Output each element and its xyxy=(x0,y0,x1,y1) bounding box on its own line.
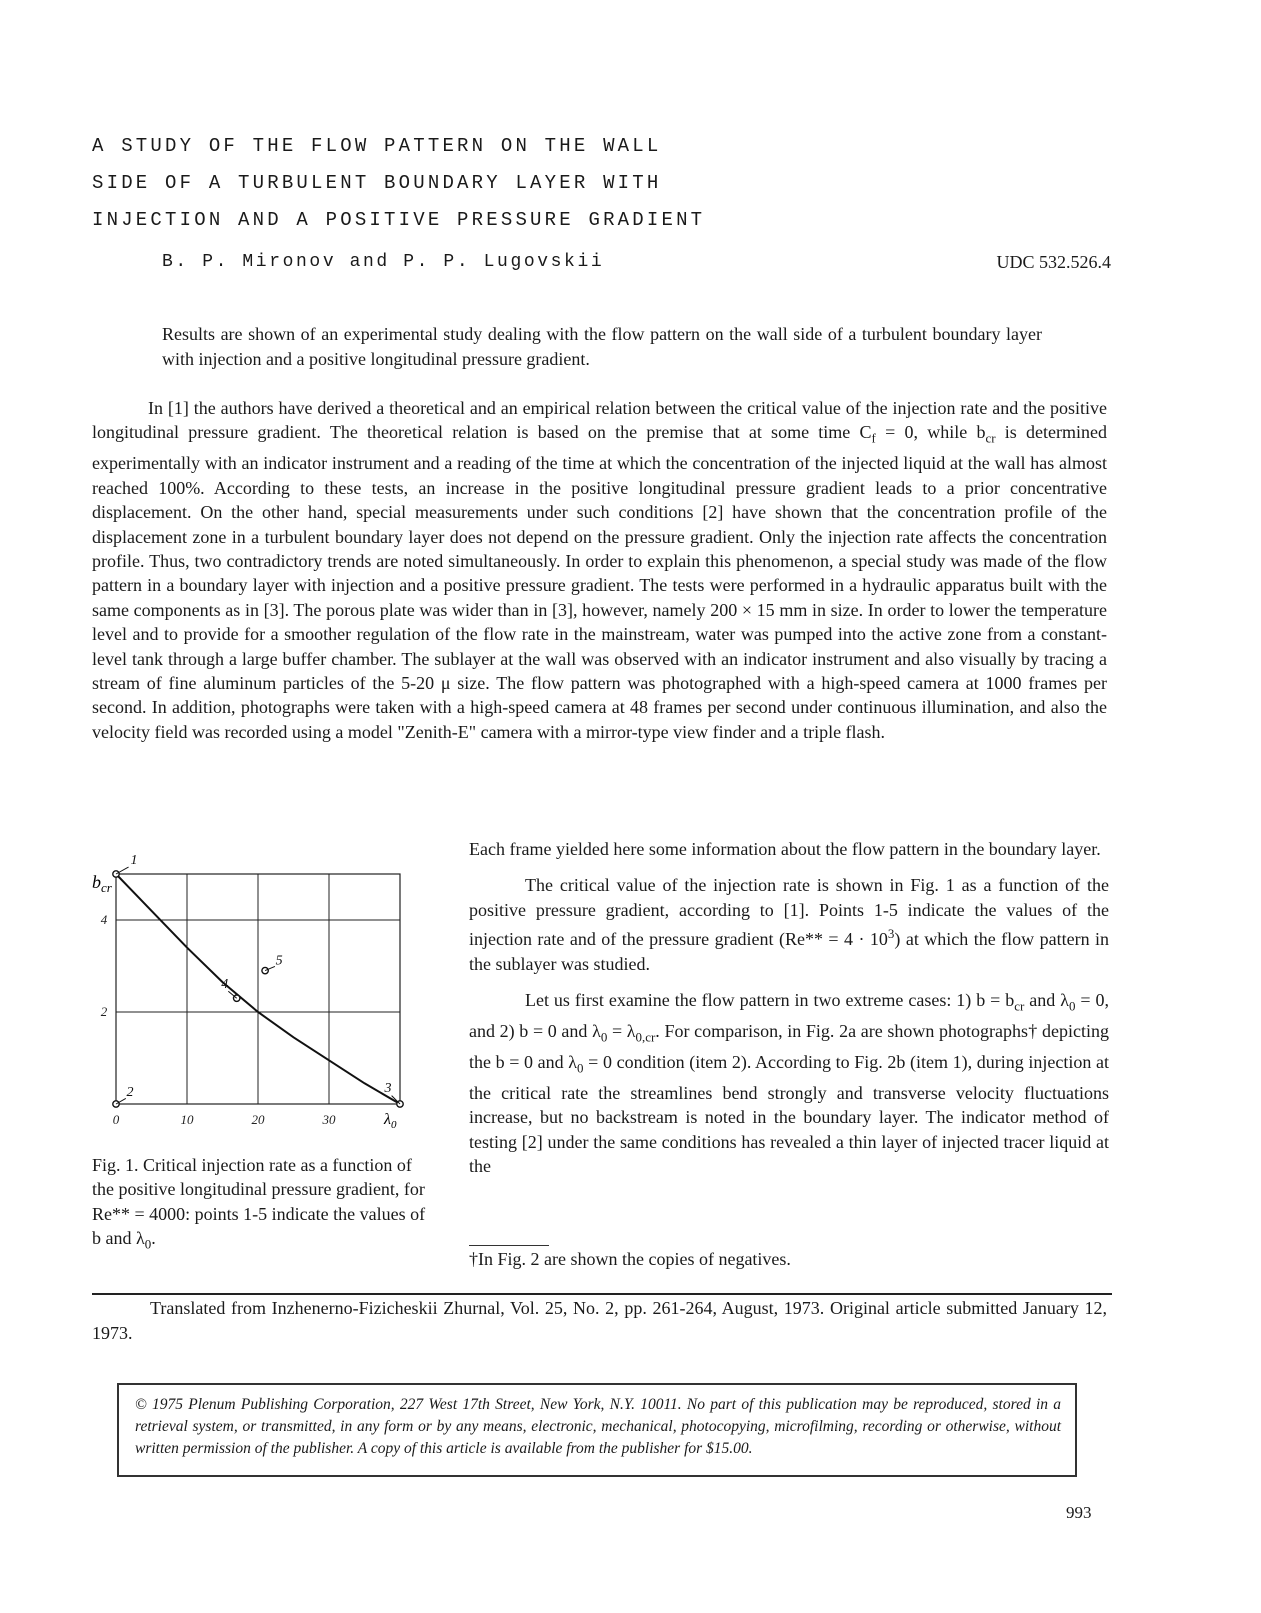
point-label: 3 xyxy=(384,1081,392,1096)
subscript: 0,cr xyxy=(635,1029,656,1045)
body-text: ) at which the flow pattern in the sublayer was studied. xyxy=(469,929,1110,974)
abstract: Results are shown of an experimental study dealing with the flow pattern on the wall side of a turbulent boundary layer with injection and a positive longitudinal pressure gradient. xyxy=(162,324,1042,369)
title-line-1: A STUDY OF THE FLOW PATTERN ON THE WALL xyxy=(92,135,662,157)
subscript: cr xyxy=(1014,998,1025,1014)
body-text: Let us first examine the flow pattern in two extreme cases: 1) b = b xyxy=(525,990,1015,1011)
point-leader xyxy=(116,867,129,874)
body-text: is determined experimentally with an indicator instrument and a reading of the time at which the concentration of the injected liquid at the wall has almost reached 100%. According to these tests, an increase in the positive longitudinal pressure gradient leads to a prior concentrative displacement. On the other hand, special measurements under such conditions [2] have shown that the concentration profile of the displacement zone in a turbulent boundary layer does not depend on the pressure gradient. Only the injection rate affects the concentration profile. Thus, two contradictory trends are noted simultaneously. In order to explain this phenomenon, a special study was made of the flow pattern in a boundary layer with injection and a positive pressure gradient. The tests were performed in a hydraulic apparatus built with the same components as in [3]. The porous plate was wider than in [3], however, namely 200 × 15 mm in size. In order to lower the temperature level and to provide for a smoother regulation of the flow rate in the mainstream, water was pumped into the active zone from a constant-level tank through a large buffer chamber. The sublayer at the wall was observed with an indicator instrument and also visually by tracing a stream of fine aluminum particles of the 5-20 μ size. The flow pattern was photographed with a high-speed camera at 1000 frames per second. In addition, photographs were taken with a high-speed camera at 48 frames per second under continuous illumination, and also the velocity field was recorded using a model "Zenith-E" camera with a mirror-type view finder and a triple flash. xyxy=(92,422,1107,742)
subscript: cr xyxy=(985,431,996,446)
footnote: †In Fig. 2 are shown the copies of negatives. xyxy=(469,1249,791,1269)
x-tick-label: 0 xyxy=(112,1112,120,1127)
separator-rule xyxy=(92,1293,1112,1295)
body-text: and λ xyxy=(1024,990,1069,1011)
copyright-box: © 1975 Plenum Publishing Corporation, 227 West 17th Street, New York, N.Y. 10011. No part of this publication may be reproduced, stored in a retrieval system, or transmitted, in any form or by any means, electronic, mechanical, photocopying, microfilming, recording or otherwise, without written permission of the publisher. A copy of this article is available from the publisher for $15.00. xyxy=(117,1383,1077,1477)
body-text: In [1] the authors have derived a theoretical and an empirical relation between the critical value of the injection rate and the positive longitudinal pressure gradient. The theoretical relation is based on the premise that at some time C xyxy=(92,398,1107,443)
title-line-2: SIDE OF A TURBULENT BOUNDARY LAYER WITH xyxy=(92,172,662,194)
y-tick-label: 4 xyxy=(100,912,108,927)
body-text: = 0 condition (item 2). According to Fig. 2b (item 1), during injection at the critical rate the streamlines bend strongly and transverse velocity fluctuations increase, but no backstream is noted in the boundary layer. The indicator method of testing [2] under the same conditions has revealed a thin layer of injected tracer liquid at the xyxy=(469,1052,1109,1177)
x-axis-label: $\lambda_0$ xyxy=(384,1111,397,1131)
subscript: 0 xyxy=(577,1060,584,1076)
chart-ticks xyxy=(101,912,336,1127)
caption-text: Fig. 1. Critical injection rate as a function of the positive longitudinal pressure gradient, for Re** = 4000: points 1-5 indicate the values of b and λ xyxy=(92,1155,426,1249)
body-paragraph-3 xyxy=(469,988,1109,1179)
udc-code: UDC 532.526.4 xyxy=(996,252,1111,272)
chart-grid xyxy=(116,874,400,1104)
superscript: 3 xyxy=(887,926,895,942)
body-text: = 0, while b xyxy=(875,422,986,443)
point-label: 2 xyxy=(126,1085,134,1100)
point-label: 5 xyxy=(275,953,283,969)
body-text: = 0, and 2) b = 0 and λ xyxy=(469,990,1109,1042)
footnote-rule xyxy=(469,1245,549,1246)
x-tick-label: 30 xyxy=(322,1112,336,1127)
caption-text: . xyxy=(151,1228,156,1249)
y-tick-label: 2 xyxy=(100,1004,108,1019)
x-tick-label: 20 xyxy=(251,1112,265,1127)
paper-title xyxy=(92,128,852,239)
figure-caption xyxy=(92,1153,427,1257)
subscript: 0 xyxy=(600,1029,608,1045)
subscript: f xyxy=(871,431,876,446)
translation-note: Translated from Inzhenerno-Fizicheskii Zhurnal, Vol. 25, No. 2, pp. 261-264, August, 1973. Original article submitted January 12, 1973. xyxy=(92,1298,1107,1343)
subscript: 0 xyxy=(1068,998,1076,1014)
page-number: 993 xyxy=(1066,1503,1092,1522)
body-text: . For comparison, in Fig. 2a are shown photographs† depicting the b = 0 and λ xyxy=(469,1021,1109,1073)
title-line-3: INJECTION AND A POSITIVE PRESSURE GRADIENT xyxy=(92,209,706,231)
y-axis-label: $b_{cr}$ xyxy=(92,872,112,895)
body-paragraph-1-continued: Each frame yielded here some information about the flow pattern in the boundary layer. xyxy=(469,839,1101,859)
chart-svg xyxy=(90,853,420,1140)
body-text: The critical value of the injection rate is shown in Fig. 1 as a function of the positive pressure gradient, according to [1]. Points 1-5 indicate the values of the injection rate and of the pressure gradient (Re** = 4 · 10 xyxy=(469,875,1109,950)
body-paragraph-1 xyxy=(92,396,1107,744)
right-column xyxy=(469,837,1109,1191)
body-text: = λ xyxy=(607,1021,636,1042)
point-label: 4 xyxy=(221,977,229,993)
subscript: 0 xyxy=(144,1236,152,1252)
authors: B. P. Mironov and P. P. Lugovskii xyxy=(162,252,605,272)
x-tick-label: 10 xyxy=(180,1112,194,1127)
figure-1 xyxy=(90,853,420,1140)
point-label: 1 xyxy=(130,853,138,868)
body-paragraph-2 xyxy=(469,873,1109,976)
